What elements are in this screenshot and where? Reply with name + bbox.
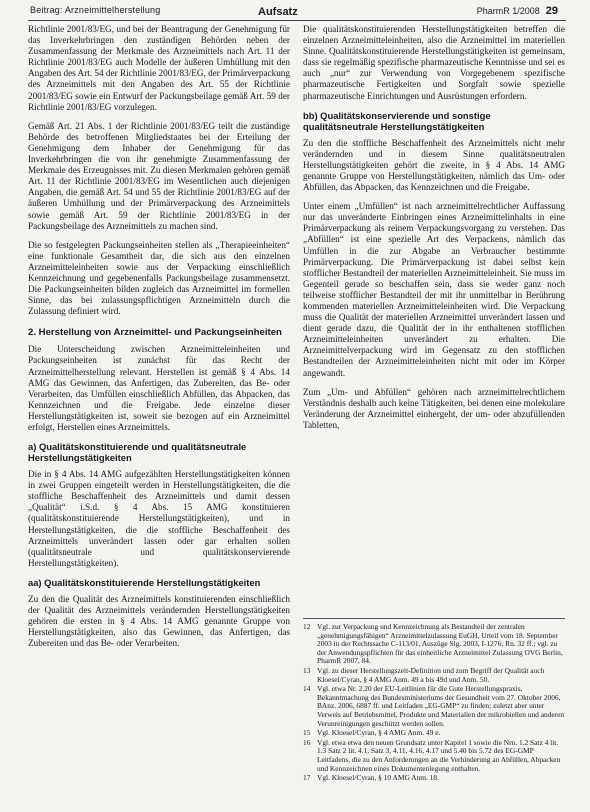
footnote [303,685,565,728]
footnote [303,623,565,666]
paragraph: Die so festgelegten Packungseinheiten stellen als „Therapieeinheiten“ eine funktionale Gesamtheit dar, die sich aus den einzelnen Arzneimitteleinheiten sowie aus der Verpackung einschließlich Kennzeichnung und gegebenenfalls Packungsbeilage zusammensetzt. Die Packungseinheiten bilden zugleich das Arzneimittel im formellen Sinne, das bei zulassungspflichtigen Arzneimitteln durch die Zulassung definiert wird. [28,239,290,317]
footnote-number: 14 [303,684,311,694]
page-number: 29 [545,5,558,17]
subsection-heading: aa) Qualitätskonstituierende Herstellungstätigkeiten [28,576,261,588]
footnote-text: Vgl. etwa etwa den neuen Grundsatz unter Kapitel 1 sowie die Nrn. 1.2 Satz 4 lit. 1.3 Satz 2 lit. 4.1, Satz 3, 4.11, 4.16, 4.17 und 5.40 bis 5.72 des EG-GMP Leitfadens, die zu den Anforderungen an die Verhinderung an Abfüllen, Abpacken und Kennzeichnen eines Dokumentenlegung enthalten. [317,737,561,773]
footnote-number: 13 [303,665,311,675]
paragraph: Die qualitätskonstituierenden Herstellungstätigkeiten betreffen die einzelnen Arzneimitteleinheiten, also die Arzneimittel im materiellen Sinne. Qualitätskonstituierende Herstellungstätigkeiten ist gemeinsam, dass sie regelmäßig spezifische pharmazeutische Kenntnisse und sei es auch „nur“ zur Verwendung von Vorgegebenem spezifische pharmazeutische Fertigkeiten und Sorgfalt sowie spezielle pharmazeutische Einrichtungen und Ausrüstungen erfordern. [303,24,565,101]
paragraph: Gemäß Art. 21 Abs. 1 der Richtlinie 2001/83/EG teilt die zuständige Behörde des betroffenen Mitgliedstaates bei der Erteilung der Genehmigung dem Inhaber der Genehmigung für das Inverkehrbringen die von ihr genehmigte Zusammenfassung der Merkmale des Erzeugnisses mit. Zu diesen Merkmalen gehören gemäß Art. 11 der Richtlinie 2001/83/EG im Wesentlichen auch diejenigen Angaben, die gemäß Art. 54 und 55 der Richtlinie 2001/83/EG auf der äußeren Umhüllung und der Primärverpackung des Arzneimittels sowie gemäß Art. 59 der Richtlinie 2001/83/EG in der Packungsbeilage des Arzneimittels zu machen sind. [28,120,290,231]
running-title: Beitrag: Arzneimittelherstellung [30,5,161,15]
footnote [303,739,565,773]
footnote-number: 16 [303,737,311,747]
footnote-number: 17 [303,773,311,783]
subsection-heading: a) Qualitätskonstituierende und qualitätsneutrale Herstellungstätigkeiten [28,441,247,464]
paragraph: Die Unterscheidung zwischen Arzneimitteleinheiten und Packungseinheiten ist zunächst für das Recht der Arzneimittelherstellung relevant. Herstellen ist gemäß § 4 Abs. 14 AMG das Gewinnen, das Anfertigen, das Zubereiten, das Be- oder Verarbeiten, das Umfüllen einschließlich Abfüllen, das Abpacken, das Kennzeichnen und die Freigabe. Jede einzelne dieser Herstellungstätigkeiten ist, soweit sie bezogen auf ein Arzneimittel erfolgt, Herstellen eines Arzneimittels. [28,344,290,432]
footnote [303,729,565,738]
footnote-number: 12 [303,622,311,631]
footnote-text: Vgl. etwa Nr. 2.20 der EU-Leitlinien für die Gute Herstellungspraxis, Bekanntmachung des Bundesministeriums der Gesundheit vom 27. Oktober 2006, BAnz. 2006, 6887 ff. und Leitfaden „EG-GMP“ zu finden; zuletzt aber unter Verweis auf Betriebsmittel, Produkte und Materialien der mikrobiellen und anderen Verunreinigungen geschützt werden sollen. [317,684,565,728]
journal-name: PharmR 1/2008 [476,6,540,16]
right-column [303,24,565,439]
footnote-text: Vgl. Kloesel/Cyran, § 10 AMG Anm. 18. [317,773,439,783]
journal-reference [477,5,558,17]
paragraph: Zu den die stoffliche Beschaffenheit des Arzneimittels nicht mehr verändernden und in diesem Sinne qualitätsneutralen Herstellungstätigkeiten gehört die zweite, in § 4 Abs. 14 AMG genannte Gruppe von Herstellungstätigkeiten, nämlich das Um- oder Abfüllen, das Abpacken, das Kennzeichnen und die Freigabe. [303,137,565,193]
footnotes [303,618,565,784]
header-rule [28,20,566,21]
paragraph: Unter einem „Umfüllen“ ist nach arzneimittelrechtlicher Auffassung nur das unveränderte Einbringen eines Arzneimittelinhalts in eine Primärverpackung als reinem Verpackungsvorgang zu verstehen. Das „Abfüllen“ ist eine spezielle Art des Verpackens, nämlich das Umfüllen in die zur Abgabe an Verbraucher bestimmte Primärverpackung. Die Primärverpackung ist dabei selbst kein stofflicher Bestandteil der materiellen Arzneimitteleinheit. Sie muss im Gegenteil gerade so beschaffen sein, dass sie weder ganz noch teilweise stofflicher Bestandteil der mit ihr unmittelbar in Berührung kommenden materiellen Arzneimitteleinheiten wird. Die Verpackung muss die Qualität der materiellen Arzneimittel unverändert lassen und dient gerade dazu, die Qualität der in ihr enthaltenen stofflichen Arzneimitteleinheiten unverändert zu erhalten. Die Arzneimittelverpackung wird im Gegensatz zu den stofflichen Bestandteilen der Arzneimitteleinheiten nicht mit oder im Körper angewandt. [303,201,565,378]
paragraph: Zum „Um- und Abfüllen“ gehören nach arzneimittelrechtlichem Verständnis deshalb auch keine Tätigkeiten, bei denen eine molekulare Veränderung der Arzneimittel einhergeht, der um- oder abzufüllenden Tabletten, [303,386,565,430]
paragraph: Die in § 4 Abs. 14 AMG aufgezählten Herstellungstätigkeiten können in zwei Gruppen eingeteilt werden in Herstellungstätigkeiten, die die stoffliche Beschaffenheit des Arzneimittels und damit dessen „Qualität“ i.S.d. § 4 Abs. 15 AMG konstituieren (qualitätskonstituierende Herstellungstätigkeiten), und in Herstellungstätigkeiten, die die stoffliche Beschaffenheit des Arzneimittels unverändert lassen oder gar erhalten sollen (qualitätsneutrale und qualitätskonservierende Herstellungstätigkeiten). [28,469,290,568]
footnote [303,774,565,783]
subsection-heading: bb) Qualitätskonservierende und sonstige qualitätsneutrale Herstellungstätigkeiten [303,109,491,132]
footnote [303,667,565,684]
paragraph: Richtlinie 2001/83/EG, und bei der Beantragung der Genehmigung für das Inverkehrbringen den zuständigen Behörden neben der Zusammenfassung der Merkmale des Arzneimittels nach Art. 11 der Richtlinie 2001/83/EG auch Modelle der äußeren Umhüllung mit den Angaben des Art. 54 der Richtlinie 2001/83/EG, der Primärverpackung des Arzneimittels mit den Angaben des Art. 55 der Richtlinie 2001/83/EG sowie ein Entwurf der Packungsbeilage gemäß Art. 59 der Richtlinie 2001/83/EG vorzulegen. [28,24,290,112]
left-column [28,24,290,657]
paragraph: Zu den die Qualität des Arzneimittels konstituierenden einschließlich der Qualität des Arzneimittels verändernden Herstellungstätigkeiten gehören die ersten in § 4 Abs. 14 AMG genannte Gruppe von Herstellungstätigkeiten, also das Gewinnen, das Anfertigen, das Zubereiten und das Be- oder Verarbeiten. [28,593,290,649]
footnote-text: Vgl. zur Verpackung und Kennzeichnung als Bestandteil der zentralen „genehmigungsfähigen“ Arzneimittelzulassung EuGH, Urteil vom 18. September 2003 in der Rechtssache C-113/01, Auszüge Slg. 2003, I-1276; Rn. 32 ff.; vgl. zu der Anwendungspflichten für das einheitliche Arzneimittel Zulassung OVG Berlin, PharmR 2007, 84. [317,622,563,666]
section-label: Aufsatz [258,6,298,18]
section-heading: 2. Herstellung von Arzneimittel- und Packungseinheiten [28,327,282,339]
footnote-number: 15 [303,728,311,738]
footnote-text: Vgl. zu dieser Herstellungszeit-Definition und zum Begriff der Qualität auch Kloesel/Cyran, § 4 AMG Anm. 49 a bis 49d und Anm. 50. [317,665,545,684]
footnote-text: Vgl. Kloesel/Cyran, § 4 AMG Anm. 49 e. [317,728,441,738]
